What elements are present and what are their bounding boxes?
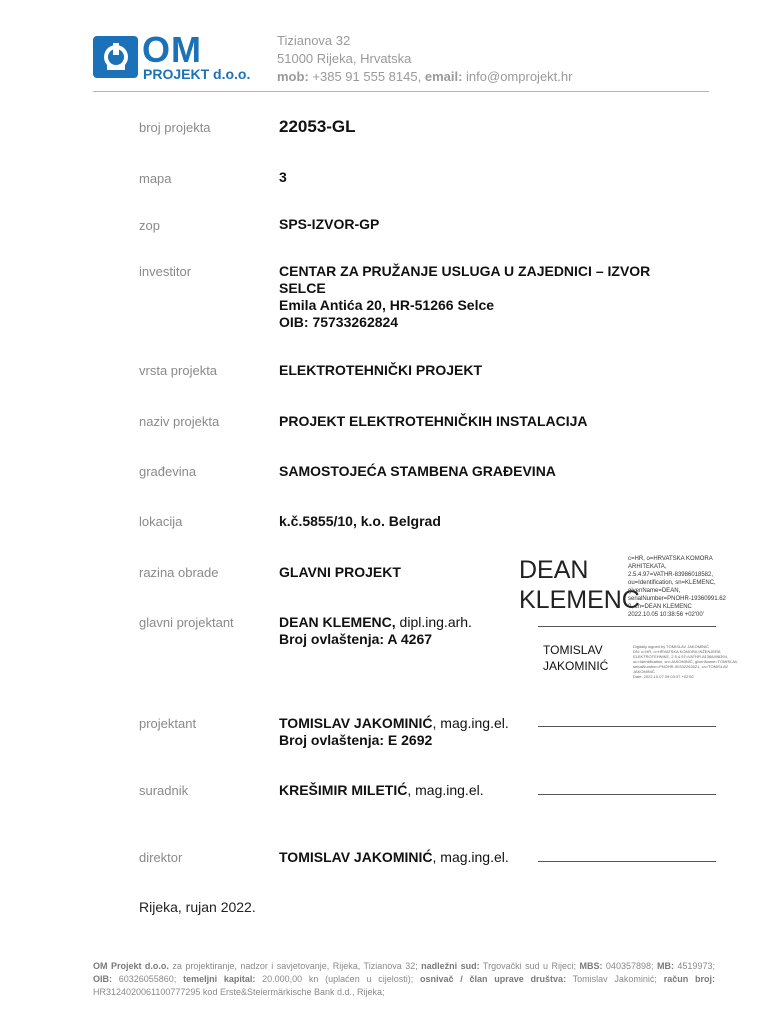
cert-line: serialNumber=PNOHR-90332263021, cn=TOMISLAV <box>633 664 729 669</box>
footer-mbs-text: 040357898; <box>602 961 654 971</box>
cert-line: c=HR, o=HRVATSKA KOMORA <box>628 556 713 562</box>
header-divider <box>93 91 709 92</box>
projektant-title: , mag.ing.el. <box>432 715 509 731</box>
contact-line <box>277 69 572 85</box>
glavni-projektant-title: dipl.ing.arh. <box>395 614 472 630</box>
footer-account-label: račun broj: <box>663 974 715 984</box>
address-street: Tizianova 32 <box>277 33 351 48</box>
footer-mbs-label: MBS: <box>579 961 603 971</box>
mob-label: mob: <box>277 69 309 84</box>
footer-capital-text: 20.000,00 kn (uplaćen u cijelosti); <box>255 974 420 984</box>
value-broj-projekta: 22053-GL <box>279 117 356 136</box>
footer-oib-text: 60326055860; <box>112 974 184 984</box>
label-zop: zop <box>139 218 160 233</box>
value-glavni-projektant <box>279 614 472 631</box>
footer-mb-text: 4519973; <box>673 961 715 971</box>
footer-founder-text: Tomislav Jakominić; <box>566 974 657 984</box>
investitor-line2: SELCE <box>279 280 326 296</box>
direktor-name: TOMISLAV JAKOMINIĆ <box>279 849 433 865</box>
email-value: info@omprojekt.hr <box>466 69 573 84</box>
cert-line: JAKOMINIĆ <box>633 669 655 674</box>
signature-line-suradnik <box>538 794 716 795</box>
footer-company-label: OM Projekt d.o.o. <box>93 961 169 971</box>
logo-name: OM <box>142 29 202 70</box>
label-gradevina: građevina <box>139 464 197 479</box>
signature-dean-cert <box>628 555 726 619</box>
company-logo-mark <box>93 36 138 78</box>
label-mapa: mapa <box>139 171 172 186</box>
value-razina-obrade: GLAVNI PROJEKT <box>279 564 401 580</box>
footer-company-text: za projektiranje, nadzor i savjetovanje, Rijeka, Tizianova 32; <box>168 961 422 971</box>
signature-dean-line2: KLEMENC <box>519 586 640 614</box>
cert-line: givenName=DEAN, <box>628 588 681 594</box>
cert-line: Digitally signed by TOMISLAV JAKOMINIĆ <box>633 644 710 649</box>
address-city: 51000 Rijeka, Hrvatska <box>277 51 412 66</box>
value-mapa: 3 <box>279 169 287 185</box>
footer-court-text: Trgovački sud u Rijeci; <box>479 961 580 971</box>
footer-capital-label: temeljni kapital: <box>183 974 256 984</box>
cert-line: serialNumber=PNOHR-19360991.62 <box>628 596 726 602</box>
cert-line: DN: c=HR, o=HRVATSKA KOMORA INŽENJERA <box>633 649 721 654</box>
signature-tomislav-line1: TOMISLAV <box>543 643 603 657</box>
label-glavni-projektant: glavni projektant <box>139 615 234 630</box>
cert-line: ARHITEKATA, <box>628 564 667 570</box>
investitor-line1: CENTAR ZA PRUŽANJE USLUGA U ZAJEDNICI – IZVOR <box>279 263 651 279</box>
place-date: Rijeka, rujan 2022. <box>139 899 256 915</box>
signature-line-glavni-projektant <box>538 626 716 627</box>
label-broj-projekta: broj projekta <box>139 120 211 135</box>
signature-line-projektant <box>538 726 716 727</box>
cert-line: ou=Identification, sn=KLEMENC, <box>628 580 716 586</box>
plug-icon <box>101 43 131 71</box>
signature-tomislav-line2: JAKOMINIĆ <box>543 659 609 673</box>
investitor-line4: OIB: 75733262824 <box>279 314 399 330</box>
glavni-projektant-license: Broj ovlaštenja: A 4267 <box>279 631 433 647</box>
suradnik-name: KREŠIMIR MILETIĆ <box>279 782 408 798</box>
footer-account-text: HR3124020061100777295 kod Erste&Steiermärkische Bank d.d., Rijeka; <box>93 987 385 997</box>
projektant-license: Broj ovlaštenja: E 2692 <box>279 732 433 748</box>
cert-line: 0, cn=DEAN KLEMENC <box>628 604 692 610</box>
investitor-line3: Emila Antića 20, HR-51266 Selce <box>279 297 495 313</box>
label-suradnik: suradnik <box>139 783 189 798</box>
label-vrsta-projekta: vrsta projekta <box>139 363 218 378</box>
signature-dean-name <box>519 555 640 615</box>
glavni-projektant-name: DEAN KLEMENC, <box>279 614 396 630</box>
footer-oib-label: OIB: <box>93 974 112 984</box>
label-investitor: investitor <box>139 264 192 279</box>
footer-mb-label: MB: <box>656 961 674 971</box>
value-direktor <box>279 849 509 866</box>
value-lokacija: k.č.5855/10, k.o. Belgrad <box>279 513 441 529</box>
value-suradnik <box>279 782 484 799</box>
email-label: email: <box>424 69 463 84</box>
label-direktor: direktor <box>139 850 183 865</box>
cert-line: ELEKTROTEHNIKE, 2.5.4.97=VATHR-81368498394, <box>633 654 728 659</box>
signature-tomislav-name <box>543 642 608 674</box>
signature-tomislav-cert <box>633 644 738 679</box>
label-lokacija: lokacija <box>139 514 183 529</box>
value-naziv-projekta: PROJEKT ELEKTROTEHNIČKIH INSTALACIJA <box>279 413 588 429</box>
cert-line: 2022.10.05 10:38:56 +02'00' <box>628 612 704 618</box>
value-vrsta-projekta: ELEKTROTEHNIČKI PROJEKT <box>279 362 483 378</box>
footer-founder-label: osnivač / član uprave društva: <box>419 974 567 984</box>
projektant-name: TOMISLAV JAKOMINIĆ <box>279 715 433 731</box>
cert-line: Date: 2022.10.07 09:03:37 +02'00' <box>633 674 695 679</box>
footer-court-label: nadležni sud: <box>421 961 480 971</box>
footer-company-info <box>93 960 715 999</box>
value-zop: SPS-IZVOR-GP <box>279 216 380 232</box>
cert-line: 2.5.4.97=VATHR-83986018582, <box>628 572 714 578</box>
label-projektant: projektant <box>139 716 197 731</box>
signature-dean-line1: DEAN <box>519 556 589 584</box>
mob-value: +385 91 555 8145, <box>312 69 422 84</box>
suradnik-title: , mag.ing.el. <box>407 782 484 798</box>
label-naziv-projekta: naziv projekta <box>139 414 220 429</box>
logo-subtitle: PROJEKT d.o.o. <box>143 66 251 82</box>
value-projektant <box>279 715 509 732</box>
direktor-title: , mag.ing.el. <box>432 849 509 865</box>
signature-line-direktor <box>538 861 716 862</box>
value-gradevina: SAMOSTOJEĆA STAMBENA GRAĐEVINA <box>279 463 556 479</box>
cert-line: ou=Identification, sn=JAKOMINIĆ, givenName=TOMISLAV, <box>633 659 739 664</box>
label-razina-obrade: razina obrade <box>139 565 219 580</box>
